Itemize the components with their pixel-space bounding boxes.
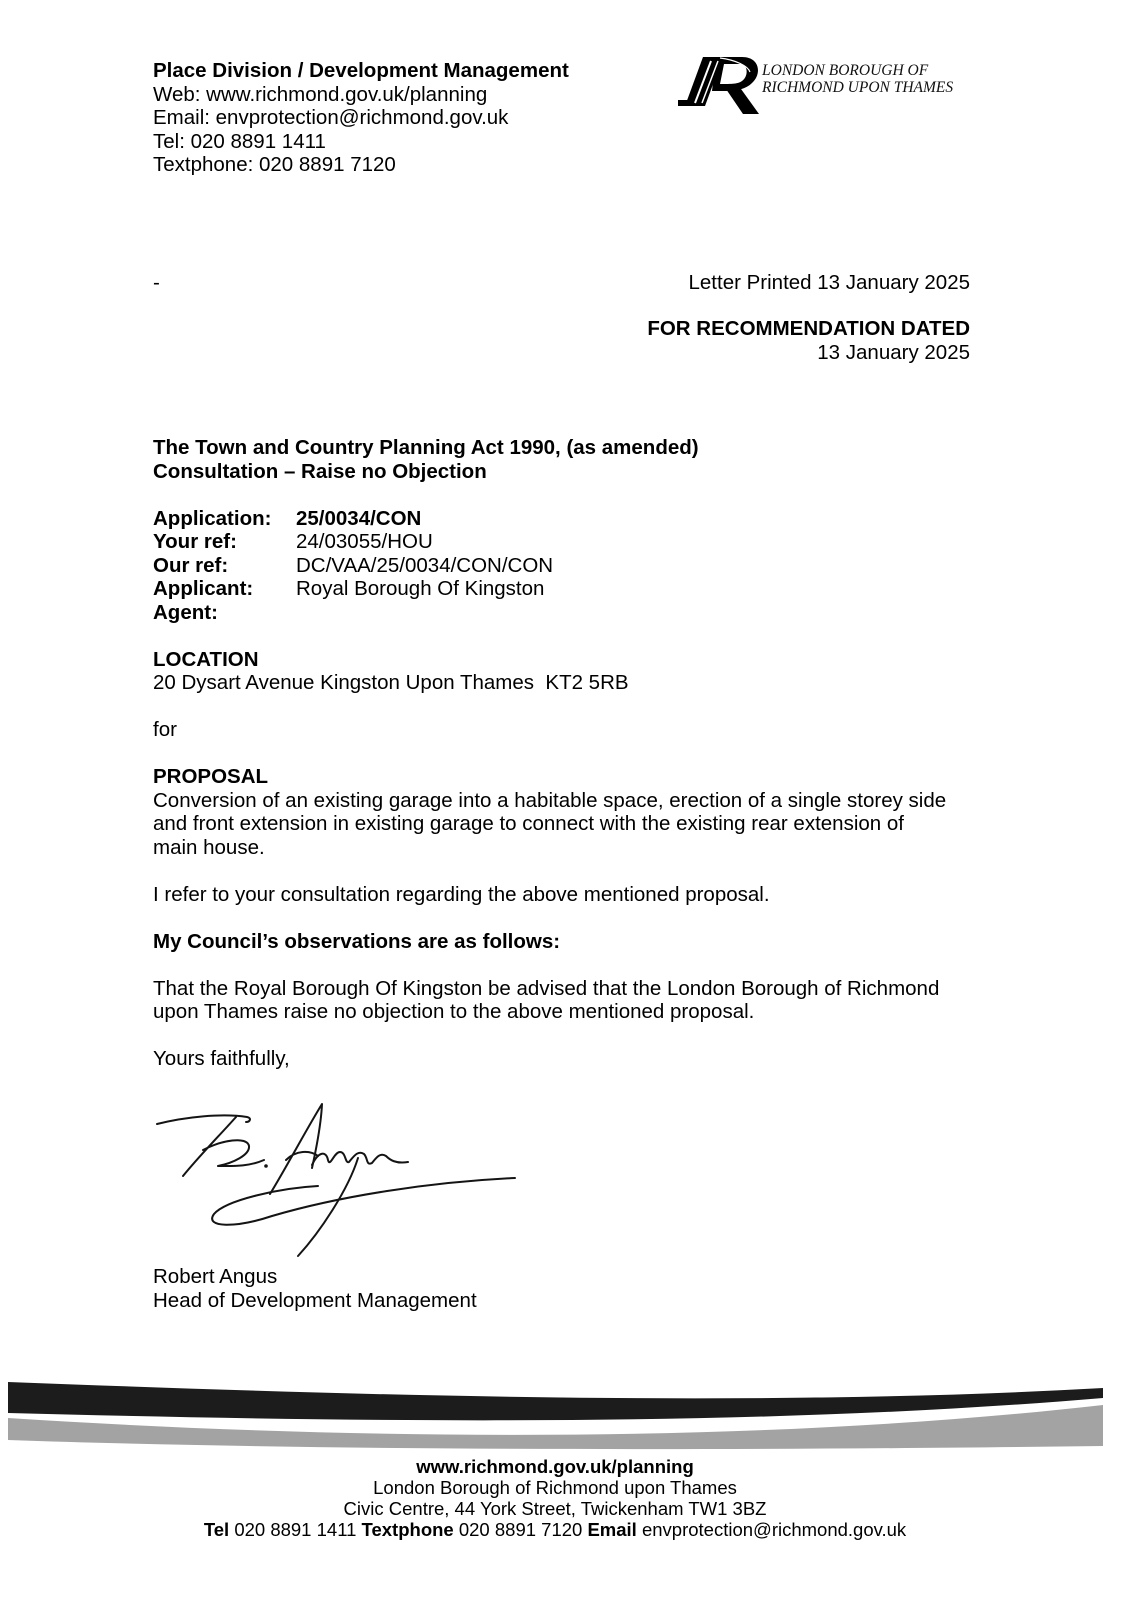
footer-swoosh-graphic [0,1375,1132,1460]
footer-tel: 020 8891 1411 [234,1519,357,1540]
signatory-title: Head of Development Management [153,1288,477,1312]
act-title: The Town and Country Planning Act 1990, (as amended) [153,436,699,459]
proposal-section [153,765,983,859]
recommendation-block [647,317,970,364]
letter-body [153,436,983,1071]
email-address: Email: envprotection@richmond.gov.uk [153,106,509,129]
signature [150,1095,530,1265]
proposal-line: Conversion of an existing garage into a habitable space, erection of a single storey side [153,788,947,812]
observation-line: upon Thames raise no objection to the above mentioned proposal. [153,1000,755,1023]
department-name: Place Division / Development Management [153,59,569,82]
footer [0,1456,1110,1540]
application-details [153,507,983,625]
web-address: Web: www.richmond.gov.uk/planning [153,82,488,106]
signatory-block [153,1265,477,1312]
footer-email: envprotection@richmond.gov.uk [641,1519,907,1540]
detail-label: Your ref: [153,530,237,553]
telephone-number: Tel: 020 8891 1411 [153,129,326,153]
detail-label: Application: [153,506,272,530]
proposal-heading: PROPOSAL [153,765,269,788]
detail-value: 25/0034/CON [296,506,422,530]
recommendation-date: 13 January 2025 [817,340,970,364]
proposal-line: main house. [153,835,265,859]
detail-label: Agent: [153,600,218,624]
signatory-name: Robert Angus [153,1265,278,1288]
recipient-placeholder: - [153,271,160,294]
detail-value: DC/VAA/25/0034/CON/CON [296,553,554,577]
council-logo-text [762,62,953,96]
decision-title: Consultation – Raise no Objection [153,459,487,483]
location-heading: LOCATION [153,647,259,671]
detail-label: Our ref: [153,553,229,577]
footer-textphone: 020 8891 7120 [458,1519,583,1540]
footer-contact [0,1519,1110,1540]
observations-heading: My Council’s observations are as follows: [153,929,561,953]
detail-row-applicant [153,577,983,601]
detail-label: Applicant: [153,577,254,600]
detail-row-application [153,507,983,531]
footer-address: Civic Centre, 44 York Street, Twickenham TW1 3BZ [343,1498,767,1519]
observations-paragraph [153,977,983,1024]
location-section [153,648,983,695]
detail-row-our-ref [153,554,983,578]
closing-salutation: Yours faithfully, [153,1047,290,1070]
detail-row-agent [153,601,983,625]
logo-line-2: RICHMOND UPON THAMES [762,78,954,96]
logo-line-1: LONDON BOROUGH OF [762,61,929,79]
footer-email-label: Email [587,1519,637,1540]
sender-header [153,59,569,177]
observation-line: That the Royal Borough Of Kingston be advised that the London Borough of Richmond [153,976,940,1000]
detail-value: Royal Borough Of Kingston [296,577,545,600]
detail-row-your-ref [153,530,983,554]
footer-tel-label: Tel [203,1519,230,1540]
letter-printed-date: Letter Printed 13 January 2025 [688,271,970,294]
proposal-line: and front extension in existing garage to connect with the existing rear extension of [153,812,904,835]
footer-organisation: London Borough of Richmond upon Thames [373,1477,737,1498]
detail-value: 24/03055/HOU [296,530,433,553]
intro-paragraph: I refer to your consultation regarding the above mentioned proposal. [153,882,770,906]
footer-textphone-label: Textphone [361,1519,454,1540]
for-text: for [153,718,177,741]
location-address: 20 Dysart Avenue Kingston Upon Thames KT2 5RB [153,671,629,694]
footer-website: www.richmond.gov.uk/planning [416,1456,694,1477]
swoosh-dark-band [8,1382,1103,1420]
textphone-number: Textphone: 020 8891 7120 [153,153,396,176]
council-logo-icon [676,52,760,118]
recommendation-label: FOR RECOMMENDATION DATED [647,317,970,340]
